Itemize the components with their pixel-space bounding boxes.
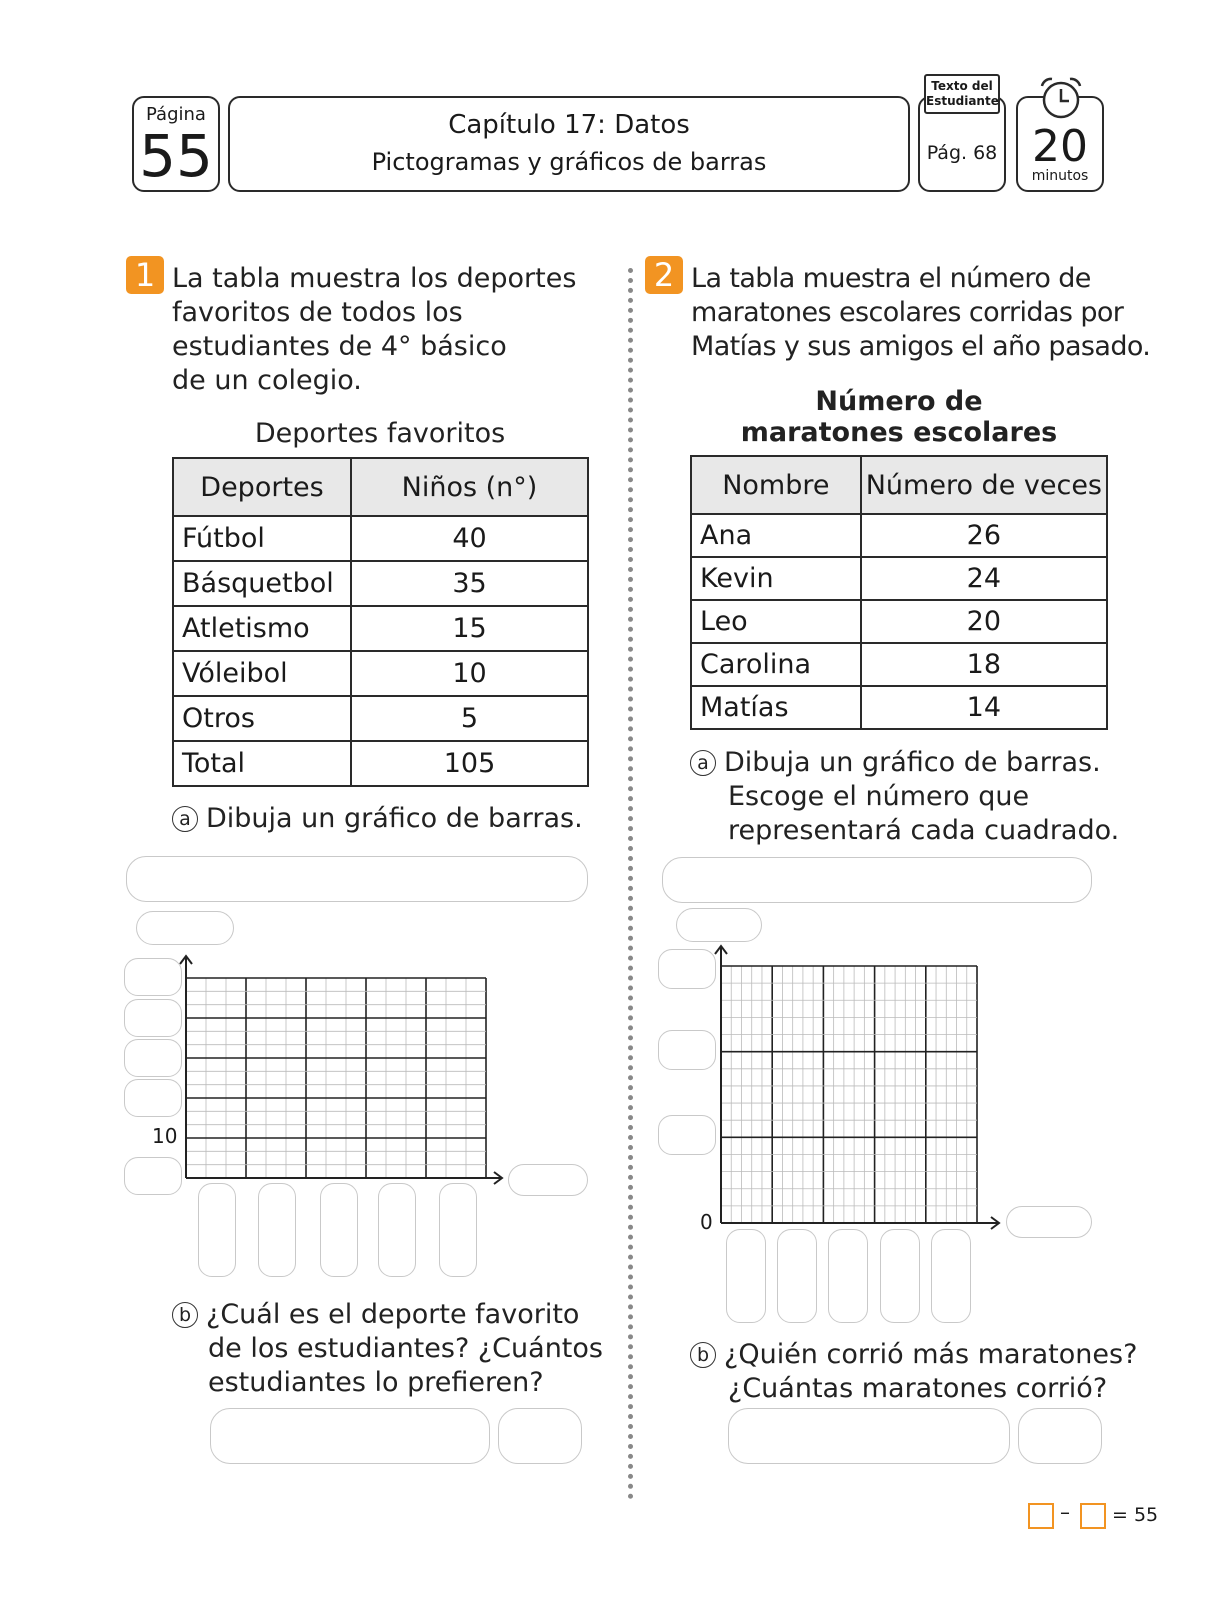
q2-table (690, 455, 1108, 730)
table-cell: Total (173, 741, 351, 786)
table-cell: Otros (173, 696, 351, 741)
q2-table-title-line-1: Número de (815, 386, 983, 417)
q1-category-field[interactable] (320, 1183, 358, 1277)
q2-part-a-line-3: representará cada cuadrado. (728, 815, 1120, 846)
q2-part-a-line-1: Dibuja un gráfico de barras. (724, 747, 1101, 778)
footer-equals-page: = 55 (1112, 1504, 1159, 1526)
q1-line-4: de un colegio. (172, 365, 362, 396)
q2-category-field[interactable] (828, 1229, 868, 1323)
minutes-value: 20 (1032, 121, 1088, 172)
minutes-label: minutos (1031, 168, 1089, 184)
page-label: Página (146, 104, 206, 125)
q2-part-a (690, 746, 1119, 848)
q1-part-a-letter: a (172, 806, 198, 832)
q2-axis-label-0: 0 (700, 1210, 713, 1234)
q2-x-axis-label-field[interactable] (1006, 1206, 1092, 1238)
table-cell: 18 (861, 643, 1107, 686)
q1-part-b (172, 1298, 603, 1400)
q1-part-b-line-1: ¿Cuál es el deporte favorito (206, 1299, 580, 1330)
q1-category-field[interactable] (439, 1183, 477, 1277)
q2-category-field[interactable] (726, 1229, 766, 1323)
q2-part-b-letter: b (690, 1342, 716, 1368)
q2-part-a-letter: a (690, 750, 716, 776)
q2-answer-count-field[interactable] (1018, 1408, 1102, 1464)
q1-x-axis-label-field[interactable] (508, 1164, 588, 1196)
book-label-line1: Texto del (931, 79, 993, 93)
table-cell: 35 (351, 561, 588, 606)
q2-line-1: La tabla muestra el número de (691, 263, 1091, 294)
footer-operator: – (1060, 1500, 1070, 1524)
q1-line-3: estudiantes de 4° básico (172, 331, 507, 362)
page-number: 55 (139, 122, 213, 190)
table-cell: 40 (351, 516, 588, 561)
q2-category-field[interactable] (777, 1229, 817, 1323)
q1-part-b-line-3: estudiantes lo prefieren? (208, 1367, 544, 1398)
table-cell: 15 (351, 606, 588, 651)
chapter-title-box (228, 96, 910, 192)
q1-part-b-letter: b (172, 1302, 198, 1328)
q1-category-field[interactable] (258, 1183, 296, 1277)
q1-table-title: Deportes favoritos (254, 418, 506, 449)
book-label-line2: Estudiante (926, 94, 999, 108)
q1-answer-sport-field[interactable] (210, 1408, 490, 1464)
q1-category-field[interactable] (198, 1183, 236, 1277)
q1-answer-count-field[interactable] (498, 1408, 582, 1464)
table-cell: 20 (861, 600, 1107, 643)
question-2-badge: 2 (645, 256, 683, 294)
q2-chart-title-field[interactable] (662, 857, 1092, 903)
q2-part-b-line-2: ¿Cuántas maratones corrió? (728, 1373, 1108, 1404)
table-cell: Atletismo (173, 606, 351, 651)
question-1-text (172, 262, 576, 398)
q2-line-3: Matías y sus amigos el año pasado. (691, 331, 1151, 362)
table-cell: Básquetbol (173, 561, 351, 606)
q2-line-2: maratones escolares corridas por (691, 297, 1124, 328)
q2-header-name: Nombre (691, 456, 861, 514)
question-2-text (691, 262, 1150, 364)
table-cell: 10 (351, 651, 588, 696)
q2-part-a-line-2: Escoge el número que (728, 781, 1030, 812)
book-page: Pág. 68 (926, 142, 998, 164)
q2-category-field[interactable] (880, 1229, 920, 1323)
q1-bar-chart-grid[interactable] (170, 950, 510, 1190)
page-number-box (132, 96, 220, 192)
q1-category-field[interactable] (378, 1183, 416, 1277)
footer-box-right (1080, 1503, 1106, 1529)
chapter-title: Capítulo 17: Datos (448, 110, 690, 140)
clock-icon (1036, 74, 1086, 122)
chapter-subtitle: Pictogramas y gráficos de barras (371, 148, 767, 176)
table-cell: 26 (861, 514, 1107, 557)
table-cell: Vóleibol (173, 651, 351, 696)
book-icon (924, 74, 1000, 114)
q2-table-title (690, 386, 1108, 448)
q1-y-axis-label-field[interactable] (136, 911, 234, 945)
table-cell: Fútbol (173, 516, 351, 561)
table-cell: Leo (691, 600, 861, 643)
table-cell: 105 (351, 741, 588, 786)
column-divider (628, 268, 633, 1500)
footer-box-left (1028, 1503, 1054, 1529)
q1-table (172, 457, 589, 787)
q2-y-axis-label-field[interactable] (676, 908, 762, 942)
q1-chart-title-field[interactable] (126, 856, 588, 902)
q2-category-field[interactable] (931, 1229, 971, 1323)
table-cell: 14 (861, 686, 1107, 729)
question-1-badge: 1 (126, 256, 164, 294)
q2-table-title-line-2: maratones escolares (740, 417, 1058, 448)
table-cell: Matías (691, 686, 861, 729)
q2-header-times: Número de veces (861, 456, 1107, 514)
table-cell: 24 (861, 557, 1107, 600)
q2-part-b-line-1: ¿Quién corrió más maratones? (724, 1339, 1138, 1370)
q1-part-a (172, 802, 583, 836)
table-cell: Ana (691, 514, 861, 557)
q2-part-b (690, 1338, 1137, 1406)
q2-bar-chart-grid[interactable] (705, 940, 1005, 1235)
q2-answer-name-field[interactable] (728, 1408, 1010, 1464)
table-cell: Kevin (691, 557, 861, 600)
q1-header-count: Niños (n°) (351, 458, 588, 516)
q1-part-b-line-2: de los estudiantes? ¿Cuántos (208, 1333, 603, 1364)
table-cell: Carolina (691, 643, 861, 686)
q1-line-2: favoritos de todos los (172, 297, 463, 328)
q1-axis-label-10: 10 (152, 1124, 178, 1148)
q1-header-sport: Deportes (173, 458, 351, 516)
table-cell: 5 (351, 696, 588, 741)
q1-part-a-text: Dibuja un gráfico de barras. (206, 803, 583, 834)
q1-line-1: La tabla muestra los deportes (172, 263, 577, 294)
